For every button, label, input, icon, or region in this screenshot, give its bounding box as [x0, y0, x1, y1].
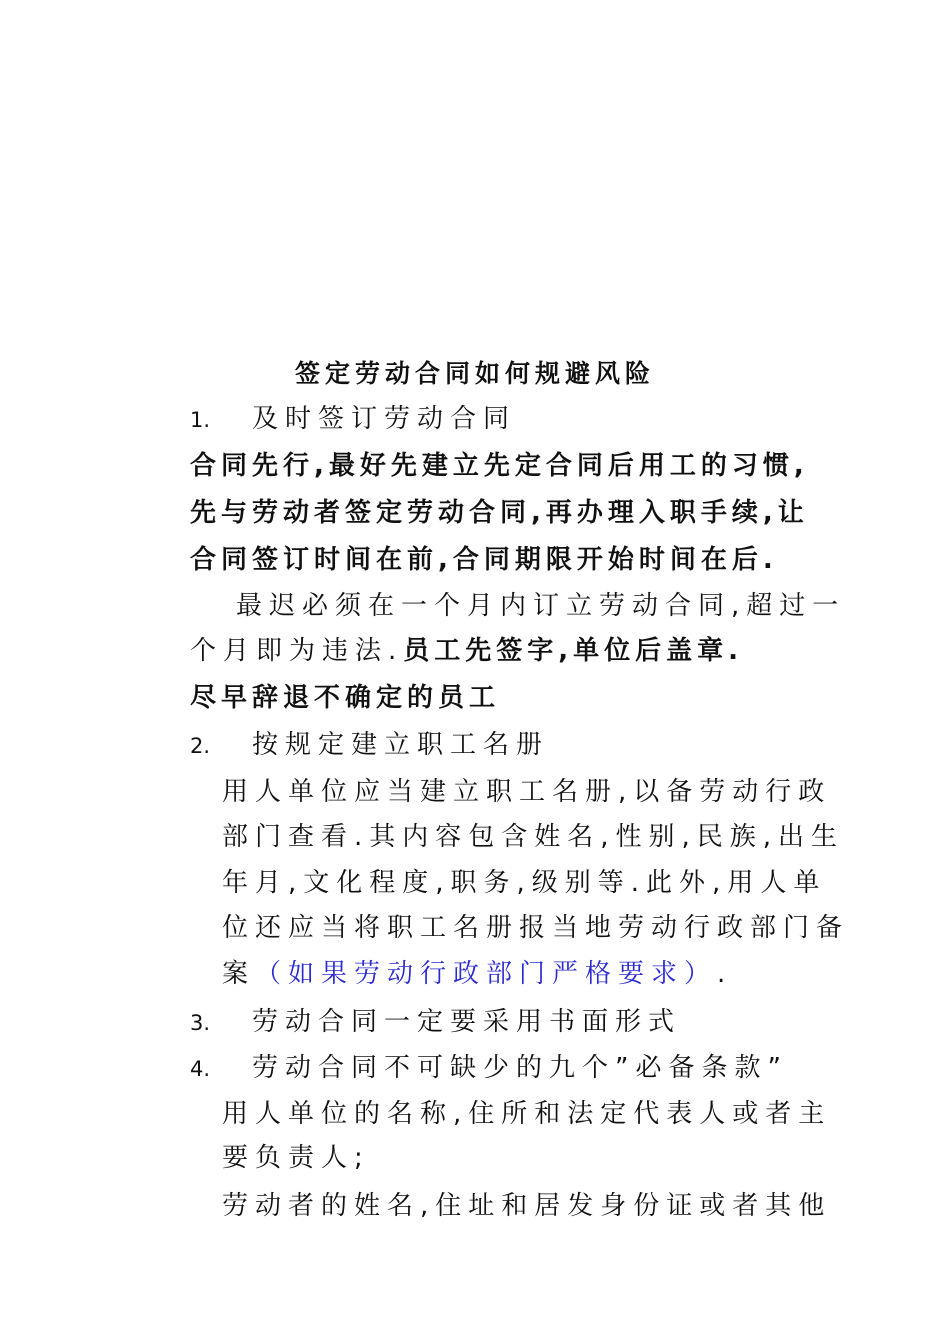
item-4-number: 4. — [190, 1057, 211, 1081]
para-2-bold-text: 员工先签字,单位后盖章. — [403, 636, 744, 666]
item-2-line-1: 用人单位应当建立职工名册,以备劳动行政 — [222, 777, 832, 807]
item-4-heading — [190, 1051, 810, 1086]
bold-para-line-1: 合同先行,最好先建立先定合同后用工的习惯, — [190, 451, 809, 481]
bold-line: 尽早辞退不确定的员工 — [190, 683, 501, 713]
item-2-line-5 — [222, 957, 842, 991]
item-2-line-4: 位还应当将职工名册报当地劳动行政部门备 — [222, 913, 850, 943]
para-2-line-2 — [190, 634, 810, 668]
item-3-number: 3. — [190, 1011, 211, 1035]
item-3-heading — [190, 1005, 810, 1040]
item-2-number: 2. — [190, 734, 211, 758]
item-2-line-2: 部门查看.其内容包含姓名,性别,民族,出生 — [222, 822, 845, 852]
item-4-line-1: 用人单位的名称,住所和法定代表人或者主 — [222, 1099, 832, 1129]
item-2-text: 按规定建立职工名册 — [252, 730, 550, 760]
bold-para-line-3: 合同签订时间在前,合同期限开始时间在后. — [190, 545, 778, 575]
item-4-line-3: 劳动者的姓名,住址和居发身份证或者其他 — [222, 1191, 832, 1221]
item-1-number: 1. — [190, 408, 211, 432]
bold-para-line-2: 先与劳动者签定劳动合同,再办理入职手续,让 — [190, 498, 809, 528]
item-2-blue-note: （如果劳动行政部门严格要求） — [255, 959, 718, 989]
item-1-text: 及时签订劳动合同 — [252, 404, 517, 434]
item-2-last-prefix: 案 — [222, 959, 256, 989]
para-2-line-1: 最迟必须在一个月内订立劳动合同,超过一 — [236, 591, 846, 621]
item-2-last-suffix: . — [717, 959, 733, 989]
item-1-heading — [190, 402, 810, 437]
item-3-text: 劳动合同一定要采用书面形式 — [252, 1007, 682, 1037]
document-title: 签定劳动合同如何规避风险 — [294, 359, 655, 388]
para-2-normal-text: 个月即为违法. — [190, 636, 404, 666]
item-4-line-2: 要负责人; — [222, 1143, 370, 1173]
item-2-heading — [190, 728, 810, 763]
item-2-line-3: 年月,文化程度,职务,级别等.此外,用人单 — [222, 868, 827, 898]
item-4-text: 劳动合同不可缺少的九个”必备条款” — [252, 1053, 788, 1083]
